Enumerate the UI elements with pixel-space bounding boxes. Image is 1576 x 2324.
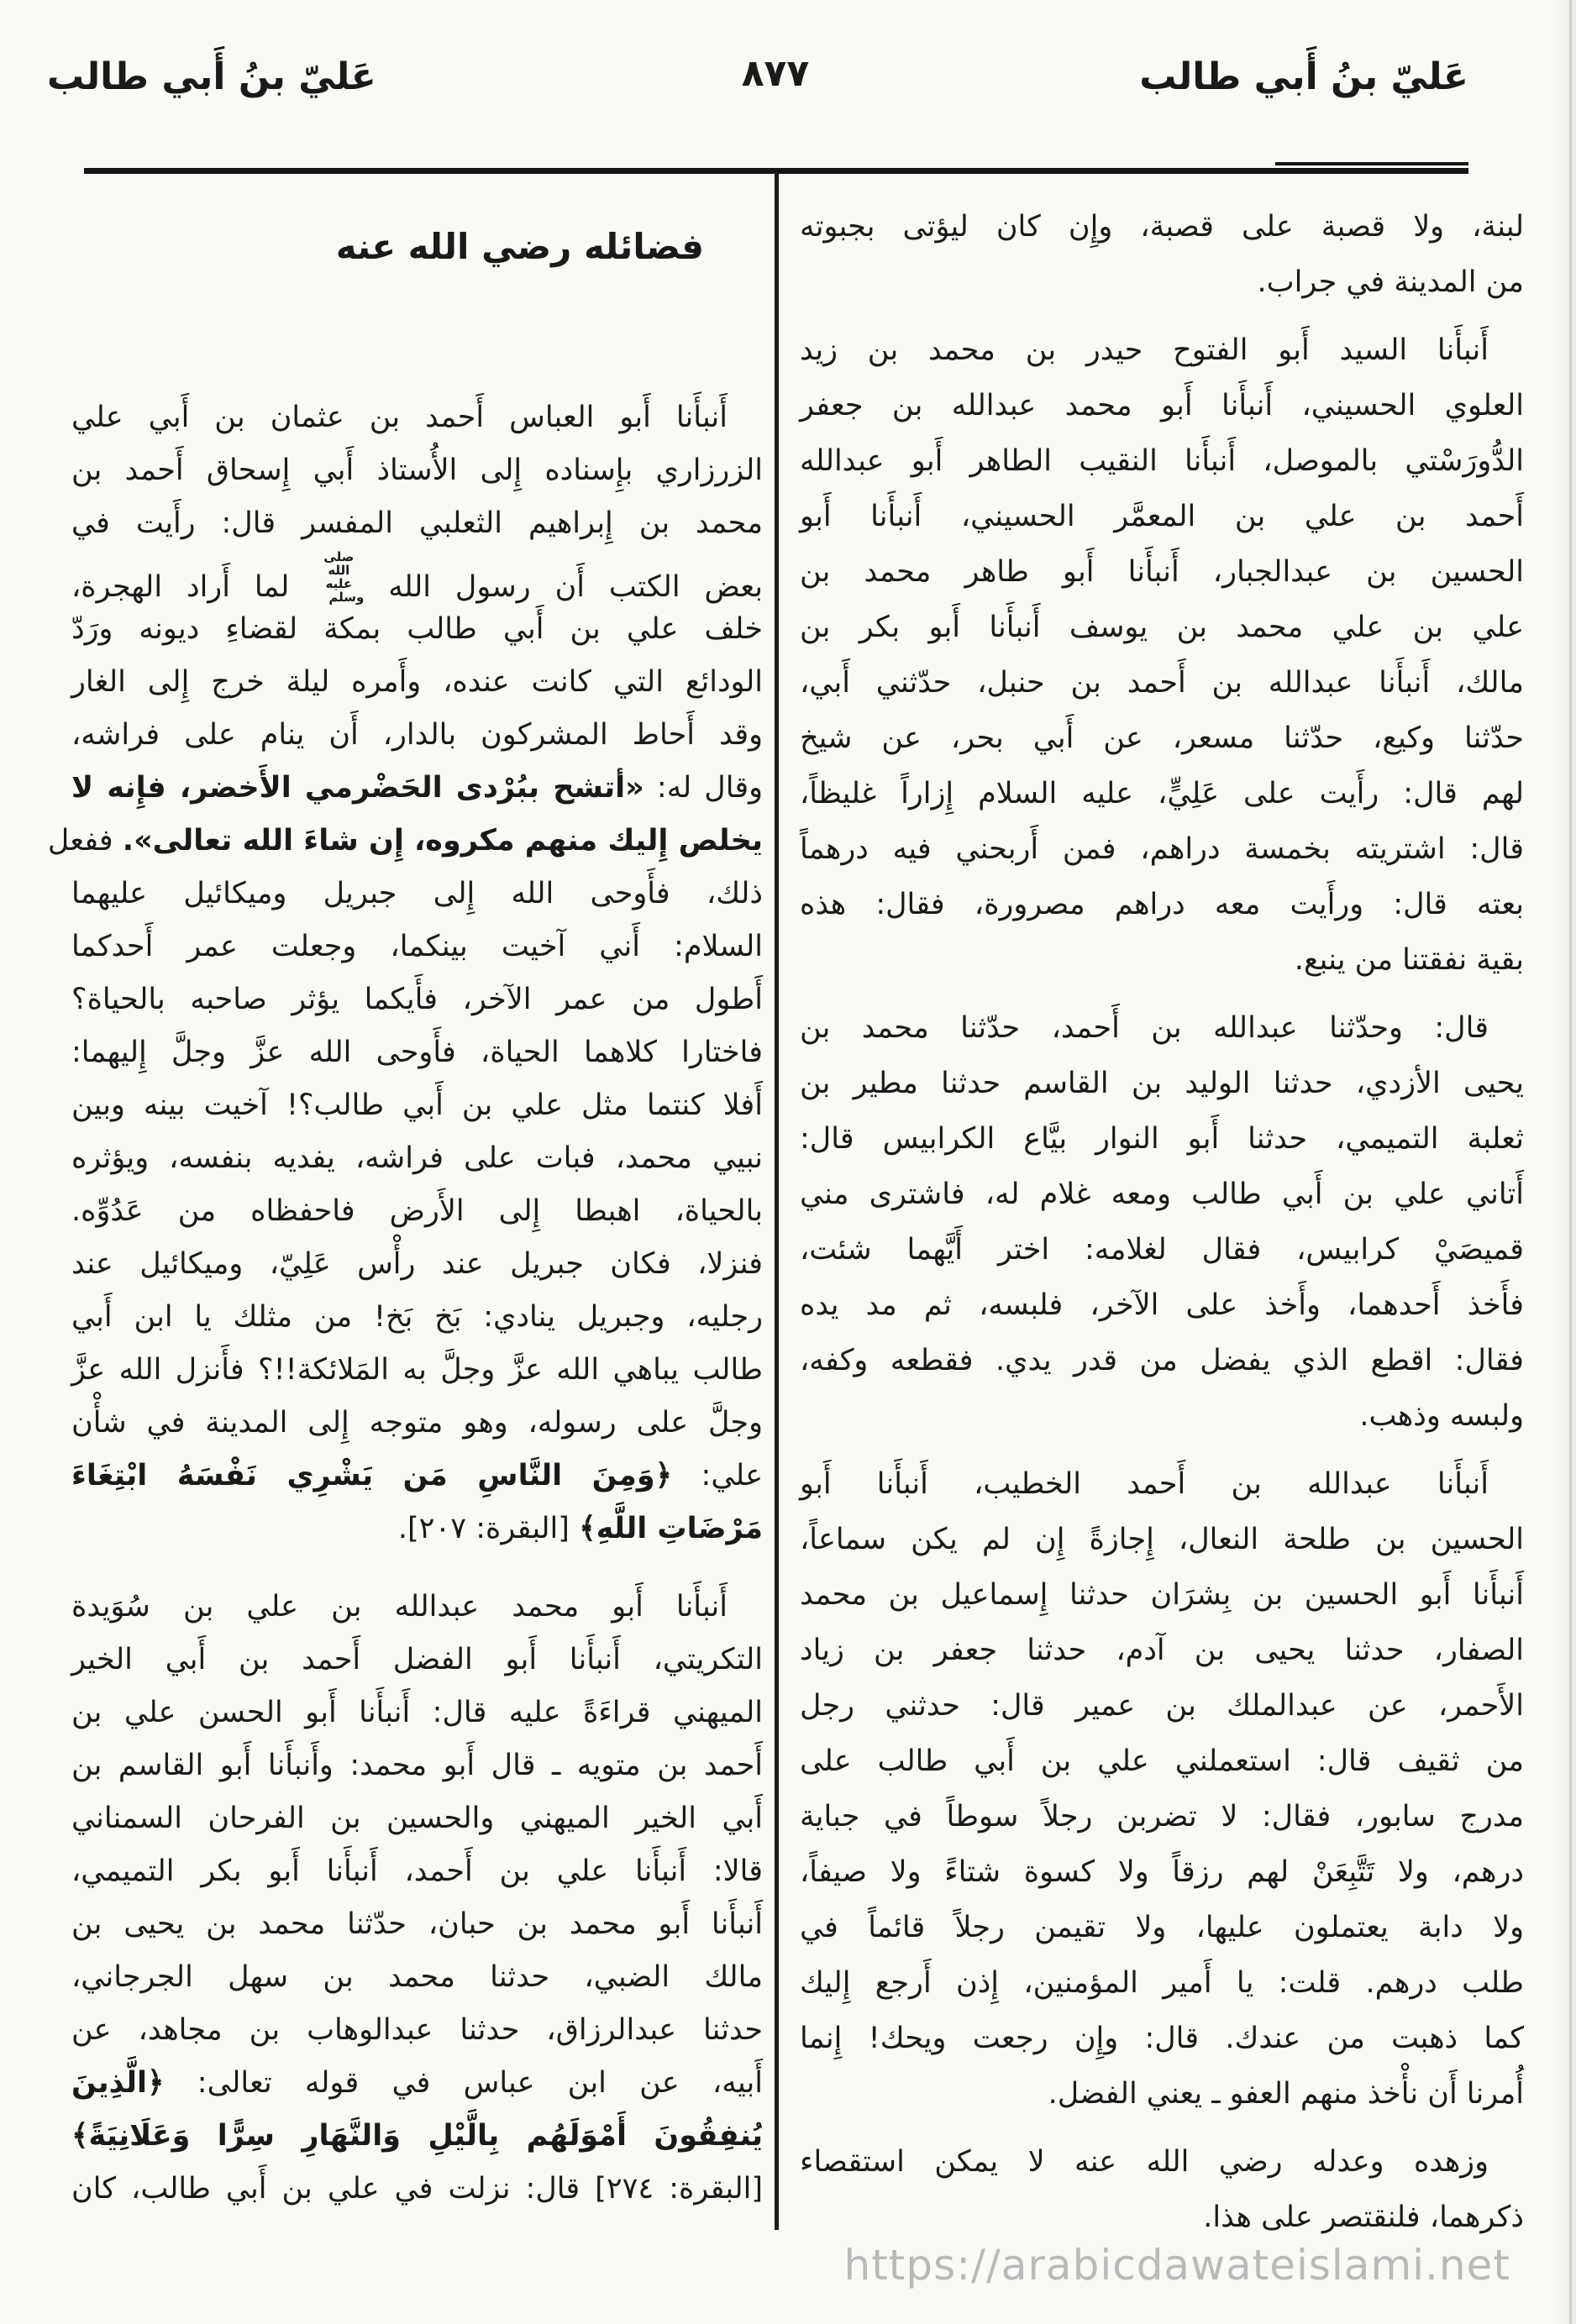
- body-text: بعته قال: ورأَيت معه دراهم مصرورة، فقال: هذه: [800, 888, 1524, 921]
- text-line: [71, 2057, 763, 2110]
- text-line: [71, 550, 763, 603]
- text-line: [71, 391, 763, 444]
- body-text: أَتاني علي بن أَبي طالب ومعه غلام له، فاشترى مني: [800, 1178, 1524, 1211]
- body-text: وقال له:: [644, 771, 763, 805]
- body-text: من المدينة في جراب.: [1257, 265, 1524, 299]
- text-line: [800, 1222, 1524, 1277]
- body-text: الودائع التي كانت عنده، وأَمره ليلة خرج إِلى الغار: [71, 665, 763, 699]
- quran-text: مَرْضَاتِ اللَّهِ﴾: [579, 1512, 763, 1545]
- quran-text: ﴿وَمِنَ النَّاسِ مَن يَشْرِي نَفْسَهُ ابْتِغَاءَ: [71, 1459, 673, 1493]
- body-text: الحسين بن عبدالجبار، أَنبأَنا أَبو طاهر محمد بن: [800, 555, 1524, 589]
- body-text: الدُّورَسْتي بالموصل، أَنبأَنا النقيب الطاهر أَبو عبدالله: [800, 444, 1524, 478]
- text-line: [71, 1739, 763, 1792]
- body-text: ولبسه وذهب.: [1359, 1399, 1524, 1433]
- text-line: [71, 973, 763, 1026]
- text-line: [71, 921, 763, 973]
- text-line: [800, 489, 1524, 544]
- body-text: بقية نفقتنا من ينبع.: [1294, 943, 1524, 977]
- text-line: [71, 1026, 763, 1079]
- text-line: [71, 1634, 763, 1687]
- text-line: [800, 2011, 1524, 2066]
- body-text: خلف علي بن أَبي طالب بمكة لقضاءِ ديونه ورَدّ: [71, 612, 763, 646]
- text-line: [800, 1900, 1524, 1955]
- text-line: [71, 1185, 763, 1238]
- text-line: [71, 603, 763, 656]
- body-text: الزرزاري بإِسناده إِلى الأُستاذ أَبي إِسحاق أَحمد بن: [71, 454, 763, 487]
- text-line: [47, 815, 763, 868]
- text-line: [71, 497, 763, 550]
- body-text: بعض الكتب أَن رسول الله: [364, 570, 763, 604]
- body-text: طالب يباهي الله عزَّ وجلَّ به المَلائكة!!؟ فأَنزل الله عزَّ: [71, 1353, 763, 1387]
- body-text: الميهني قراءَةً عليه قال: أَنبأَنا أَبو الحسن علي بن: [71, 1696, 763, 1729]
- watermark-url: https://arabicdawateislami.net: [843, 2241, 1510, 2290]
- body-text: الصفار، حدثنا يحيى بن آدم، حدثنا جعفر بن زياد: [800, 1634, 1524, 1667]
- body-text: درهم، ولا تَتَّبِعَنْ لهم رزقاً ولا كسوة شتاءً ولا صيفاً،: [800, 1855, 1524, 1889]
- body-text: ولا دابة يعتملون عليها، ولا تقيمن رجلاً قائماً في: [800, 1911, 1524, 1944]
- text-line: [800, 2134, 1524, 2190]
- body-text: فنزلا، فكان جبريل عند رأْس عَلِيّ، وميكائيل عند: [71, 1247, 763, 1281]
- body-text: حدّثنا وكيع، حدّثنا مسعر، عن أَبي بحر، عن شيخ: [800, 721, 1524, 755]
- text-line: [71, 1238, 763, 1291]
- text-line: [800, 1167, 1524, 1222]
- body-text: ثعلبة التميمي، حدثنا أَبو النوار بيَّاع الكرابيس قال:: [800, 1122, 1524, 1156]
- paragraph: [71, 1581, 763, 2216]
- text-line: [71, 2163, 763, 2216]
- text-line: [800, 1567, 1524, 1623]
- text-line: [800, 1333, 1524, 1388]
- text-line: [800, 378, 1524, 433]
- paragraph: [800, 1000, 1524, 1444]
- text-line: [800, 1678, 1524, 1734]
- body-text: أَطول من عمر الآخر، فأَيكما يؤثر صاحبه بالحياة؟: [71, 983, 763, 1016]
- body-text: أَحمد بن علي بن المعمَّر الحسيني، أَنبأَنا أَبو: [800, 500, 1524, 533]
- body-text: ففعل: [47, 824, 123, 858]
- body-text: قال: اشتريته بخمسة دراهم، فمن أَربحني فيه درهماً: [800, 832, 1524, 866]
- body-text: علي:: [672, 1459, 763, 1493]
- body-text: أَحمد بن متويه ـ قال أَبو محمد: وأَنبأَنا أَبو القاسم بن: [71, 1749, 763, 1782]
- text-line: [71, 1687, 763, 1739]
- text-line: [800, 932, 1524, 988]
- bold-text: «أتشح ببُرْدى الحَضْرمي الأَخضر، فإِنه لا: [71, 771, 644, 805]
- column-divider: [775, 172, 779, 2230]
- text-line: [71, 1291, 763, 1344]
- body-text: فاختارا كلاهما الحياة، فأَوحى الله عزَّ وجلَّ إِليهما:: [71, 1036, 763, 1069]
- body-text: أَنبأَنا أَبو محمد بن حبان، حدّثنا محمد بن يحيى بن: [71, 1907, 763, 1941]
- text-line: [800, 1277, 1524, 1333]
- text-line: [800, 544, 1524, 600]
- text-line: [800, 323, 1524, 378]
- salawat-seal: صلى الله عليه وسلم: [323, 549, 365, 605]
- text-line: [71, 1845, 763, 1898]
- body-text: مالك الضبي، حدثنا محمد بن سهل الجرجاني،: [71, 1960, 763, 1994]
- body-text: أَنبأَنا أَبو محمد عبدالله بن علي بن سُوَيدة: [71, 1590, 728, 1624]
- text-line: [71, 1898, 763, 1951]
- body-text: نبيي محمد، فبات على فراشه، يفديه بنفسه، ويؤثره: [71, 1141, 763, 1175]
- body-text: أَنبأَنا أَبو العباس أَحمد بن عثمان بن أَبي علي: [71, 401, 728, 434]
- body-text: العلوي الحسيني، أَنبأَنا أَبو محمد عبدالله بن جعفر: [800, 389, 1524, 422]
- text-line: [800, 877, 1524, 932]
- text-line: [71, 444, 763, 497]
- body-text: [البقرة: ٢٧٤] قال: نزلت في علي بن أَبي طالب، كان: [71, 2172, 763, 2206]
- paragraph: [800, 199, 1524, 310]
- body-text: علي بن علي محمد بن يوسف أَنبأَنا أَبو بكر بن: [800, 611, 1524, 644]
- text-line: [71, 1792, 763, 1845]
- text-line: [800, 1456, 1524, 1512]
- body-text: أَفلا كنتما مثل علي بن أَبي طالب؟! آخيت بينه وبين: [71, 1089, 763, 1122]
- body-text: بالحياة، اهبطا إِلى الأَرض فاحفظاه من عَدُوِّه.: [71, 1194, 763, 1228]
- paragraph: [800, 323, 1524, 988]
- body-text: الأَحمر، عن عبدالملك بن عمير قال: حدثني رجل: [800, 1689, 1524, 1723]
- body-text: قالا: أَنبأَنا علي بن أَحمد، أَنبأَنا أَبو بكر التميمي،: [71, 1854, 763, 1888]
- text-line: [800, 1844, 1524, 1900]
- body-text: [البقرة: ٢٠٧].: [397, 1512, 580, 1545]
- column-left-lines: [47, 391, 763, 2216]
- text-line: [800, 1111, 1524, 1167]
- body-text: كما ذهبت من عندك. قال: وإِن رجعت ويحك! إِنما: [800, 2022, 1524, 2055]
- text-line: [800, 1000, 1524, 1056]
- body-text: وزهده وعدله رضي الله عنه لا يمكن استقصاء: [800, 2145, 1489, 2179]
- text-line: [71, 2110, 763, 2163]
- text-line: [800, 1623, 1524, 1678]
- body-text: طلب درهم. قلت: يا أَمير المؤمنين، إِذن أَرجع إِليك: [800, 1966, 1524, 2000]
- text-line: [71, 2004, 763, 2057]
- body-text: ذلك، فأَوحى الله إِلى جبريل وميكائيل عليهما: [71, 877, 763, 910]
- text-line: [71, 762, 763, 815]
- column-left-text: [47, 220, 763, 2216]
- body-text: قال: وحدّثنا عبدالله بن أَحمد، حدّثنا محمد بن: [800, 1011, 1489, 1045]
- text-line: [71, 1132, 763, 1185]
- running-title-right: عَليّ بنُ أَبي طالب: [1139, 55, 1468, 98]
- body-text: الحسين بن طلحة النعال، إِجازةً إِن لم يكن سماعاً،: [800, 1523, 1524, 1556]
- text-line: [800, 1734, 1524, 1789]
- column-right-text: [800, 199, 1524, 2245]
- text-line: [71, 1450, 763, 1503]
- body-text: ذكرهما، فلنقتصر على هذا.: [1203, 2201, 1524, 2234]
- text-line: [800, 766, 1524, 821]
- body-text: مدرج سابور، فقال: لا تضربن رجلاً سوطاً في جباية: [800, 1800, 1524, 1833]
- text-line: [800, 1388, 1524, 1444]
- paragraph: [47, 391, 763, 1555]
- scan-shade-artifact: [1554, 0, 1576, 2324]
- quran-text: يُنفِقُونَ أَمْوَلَهُم بِالَّيْلِ وَالنَّهَارِ سِرًّا وَعَلَانِيَةً﴾: [71, 2119, 763, 2153]
- text-line: [800, 433, 1524, 489]
- body-text: أَبي الخير الميهني والحسين بن الفرحان السمناني: [71, 1802, 763, 1835]
- text-line: [800, 2190, 1524, 2245]
- quran-text: ﴿الَّذِينَ: [71, 2066, 165, 2100]
- text-line: [800, 600, 1524, 655]
- text-line: [71, 1397, 763, 1450]
- body-text: يحيى الأزدي، حدثنا الوليد بن القاسم حدثنا مطير بن: [800, 1067, 1524, 1100]
- body-text: رجليه، وجبريل ينادي: بَخ بَخ! من مثلك يا ابن أَبي: [71, 1300, 763, 1334]
- text-line: [800, 1056, 1524, 1111]
- body-text: أَبيه، عن ابن عباس في قوله تعالى:: [164, 2066, 763, 2100]
- text-line: [800, 821, 1524, 877]
- section-heading: فضائله رضي الله عنه: [335, 226, 704, 267]
- text-line: [71, 868, 763, 921]
- body-text: فقال: اقطع الذي يفضل من قدر يدي. فقطعه وكفه،: [800, 1344, 1524, 1377]
- body-text: التكريتي، أَنبأَنا أَبو الفضل أَحمد بن أَبي الخير: [71, 1643, 763, 1676]
- text-line: [800, 254, 1524, 310]
- body-text: أَنبأَنا أَبو الحسين بن بِشرَان حدثنا إِسماعيل بن محمد: [800, 1578, 1524, 1612]
- running-title-left: عَليّ بنُ أَبي طالب: [47, 55, 376, 98]
- page-number: ٨٧٧: [741, 52, 810, 95]
- body-text: السلام: أَني آخيت بينكما، وجعلت عمر أَحدكما: [71, 930, 763, 963]
- text-line: [71, 709, 763, 762]
- text-line: [800, 1955, 1524, 2011]
- text-line: [800, 1789, 1524, 1844]
- text-line: [800, 711, 1524, 766]
- paragraph: [800, 1456, 1524, 2122]
- text-line: [800, 2066, 1524, 2122]
- body-text: قميصَيْ كرابيس، فقال لغلامه: اختر أَيَّهما شئت،: [800, 1233, 1524, 1267]
- text-line: [71, 1344, 763, 1397]
- text-line: [800, 1512, 1524, 1567]
- text-line: [71, 1079, 763, 1132]
- text-line: [71, 1951, 763, 2004]
- body-text: أَنبأَنا السيد أَبو الفتوح حيدر بن محمد بن زيد: [800, 333, 1489, 367]
- text-line: [800, 199, 1524, 254]
- body-text: لبنة، ولا قصبة على قصبة، وإِن كان ليؤتى بجبوته: [800, 210, 1524, 244]
- body-text: فأَخذ أَحدهما، وأَخذ على الآخر، فلبسه، ثم مد يده: [800, 1288, 1524, 1322]
- paragraph: [800, 2134, 1524, 2245]
- body-text: لهم قال: رأَيت على عَلِيٍّ، عليه السلام إِزاراً غليظاً،: [800, 777, 1524, 811]
- text-line: [71, 1581, 763, 1634]
- body-text: من ثقيف قال: استعملني علي بن أَبي طالب على: [800, 1744, 1524, 1778]
- body-text: مالك، أَنبأَنا عبدالله بن أَحمد بن حنبل، حدّثني أَبي،: [800, 666, 1524, 700]
- body-text: وقد أَحاط المشركون بالدار، أَن ينام على فراشه،: [71, 718, 763, 752]
- body-text: حدثنا عبدالرزاق، حدثنا عبدالوهاب بن مجاهد، عن: [71, 2013, 763, 2047]
- bold-text: يخلص إِليك منهم مكروه، إِن شاءَ الله تعالى».: [122, 824, 763, 858]
- body-text: أَنبأَنا عبدالله بن أَحمد الخطيب، أَنبأَنا أَبو: [800, 1467, 1489, 1501]
- text-line: [71, 1503, 763, 1555]
- body-text: محمد بن إِبراهيم الثعلبي المفسر قال: رأَيت في: [71, 506, 763, 540]
- body-text: وجلَّ على رسوله، وهو متوجه إِلى المدينة في شأْن: [71, 1406, 763, 1440]
- text-line: [800, 655, 1524, 711]
- body-text: لما أَراد الهجرة،: [71, 570, 314, 604]
- text-line: [71, 656, 763, 709]
- body-text: أُمرنا أَن نأْخذ منهم العفو ـ يعني الفضل.: [1048, 2077, 1524, 2111]
